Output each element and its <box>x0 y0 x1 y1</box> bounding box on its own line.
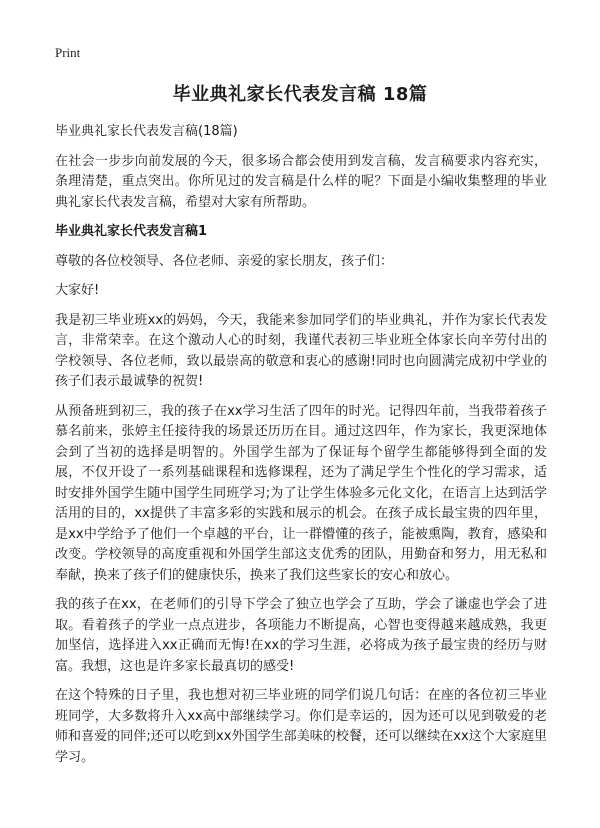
page-title: 毕业典礼家长代表发言稿 18篇 <box>172 84 428 105</box>
article-body <box>55 122 547 777</box>
body-paragraph: 我是初三毕业班xx的妈妈，今天，我能来参加同学们的毕业典礼，并作为家长代表发言，非常荣幸。在这个激动人心的时刻，我谨代表初三毕业班全体家长向辛劳付出的学校领导、各位老师，致以最崇高的敬意和衷心的感谢!同时也向圆满完成初中学业的孩子们表示最诚挚的祝贺! <box>55 312 547 389</box>
body-paragraph: 从预备班到初三，我的孩子在xx学习生活了四年的时光。记得四年前，当我带着孩子慕名前来，张婷主任接待我的场景还历历在目。通过这四年，作为家长，我更深地体会到了当初的选择是明智的。外国学生部为了保证每个留学生都能够得到全面的发展，不仅开设了一系列基础课程和选修课程，还为了满足学生个性化的学习需求，适时安排外国学生随中国学生同班学习;为了让学生体验多元化文化，在语言上达到活学活用的目的，xx提供了丰富多彩的实践和展示的机会。在孩子成长最宝贵的四年里，是xx中学给予了他们一个卓越的平台，让一群懵懂的孩子，能被熏陶，教育，感染和改变。学校领导的高度重视和外国学生部这支优秀的团队，用勤奋和努力，用无私和奉献，换来了孩子们的健康快乐，换来了我们这些家长的安心和放心。 <box>55 403 547 583</box>
print-link[interactable]: Print <box>55 45 81 60</box>
section-heading: 毕业典礼家长代表发言稿1 <box>55 224 208 239</box>
body-paragraph: 在这个特殊的日子里，我也想对初三毕业班的同学们说几句话：在座的各位初三毕业班同学，大多数将升入xx高中部继续学习。你们是幸运的，因为还可以见到敬爱的老师和喜爱的同伴;还可以吃到xx外国学生部美味的校餐，还可以继续在xx这个大家庭里学习。 <box>55 688 547 765</box>
document-subtitle: 毕业典礼家长代表发言稿(18篇) <box>55 124 238 139</box>
greeting-paragraph: 尊敬的各位校领导、各位老师、亲爱的家长朋友，孩子们： <box>55 253 394 269</box>
body-paragraph: 我的孩子在xx，在老师们的引导下学会了独立也学会了互助，学会了谦虚也学会了进取。看着孩子的学业一点点进步，各项能力不断提高，心智也变得越来越成熟，我更加坚信，选择进入xx正确而无悔!在xx的学习生涯，必将成为孩子最宝贵的经历与财富。我想，这也是许多家长最真切的感受! <box>55 597 547 674</box>
intro-paragraph: 在社会一步步向前发展的今天，很多场合都会使用到发言稿，发言稿要求内容充实，条理清楚，重点突出。你所见过的发言稿是什么样的呢？下面是小编收集整理的毕业典礼家长代表发言稿，希望对大家有所帮助。 <box>55 153 547 210</box>
hello-paragraph: 大家好! <box>55 283 100 298</box>
